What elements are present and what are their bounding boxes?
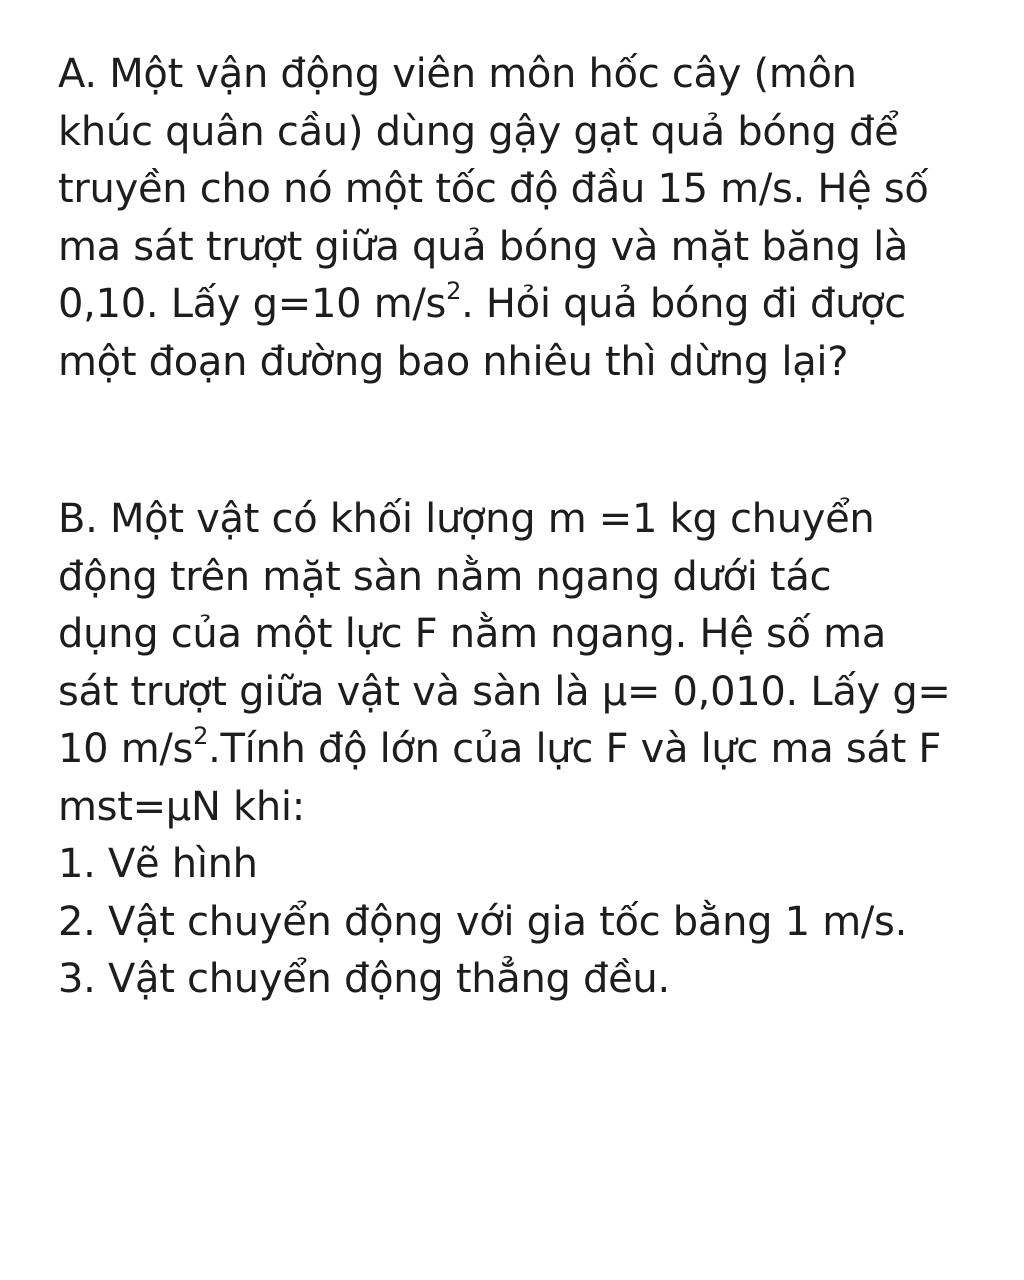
list-item: 1. Vẽ hình: [58, 841, 258, 887]
problem-a-line: A. Một vận động viên môn hốc cây (môn: [58, 51, 857, 97]
problem-a-line: ma sát trượt giữa quả bóng và mặt băng là: [58, 223, 909, 270]
list-item: 2. Vật chuyển động với gia tốc bằng 1 m/s.: [58, 898, 908, 945]
problem-b-line: động trên mặt sàn nằm ngang dưới tác: [58, 553, 832, 600]
problem-b-line: mst=µN khi:: [58, 783, 305, 830]
text-fragment: . Hỏi quả bóng đi được: [461, 281, 906, 327]
document-page: [58, 46, 998, 1009]
problem-b: [58, 491, 998, 1009]
problem-a-line: khúc quân cầu) dùng gậy gạt quả bóng để: [58, 108, 899, 155]
problem-b-line: B. Một vật có khối lượng m =1 kg chuyển: [58, 496, 875, 542]
problem-b-line: sát trượt giữa vật và sàn là µ= 0,010. Lấy g=: [58, 668, 951, 715]
problem-a-line-with-superscript: [58, 276, 998, 334]
list-item: 3. Vật chuyển động thẳng đều.: [58, 956, 670, 1002]
problem-b-line-with-superscript: [58, 721, 998, 779]
problem-b-line: dụng của một lực F nằm ngang. Hệ số ma: [58, 611, 886, 657]
problem-a-question: một đoạn đường bao nhiêu thì dừng lại?: [58, 338, 849, 385]
problem-a: [58, 46, 998, 391]
superscript-exponent: 2: [193, 721, 209, 750]
text-fragment: .Tính độ lớn của lực F và lực ma sát F: [208, 726, 942, 772]
text-fragment: 10 m/s: [58, 726, 194, 772]
text-fragment: 0,10. Lấy g=10 m/s: [58, 281, 447, 327]
problem-a-line: truyền cho nó một tốc độ đầu 15 m/s. Hệ số: [58, 166, 929, 212]
section-gap: [58, 391, 998, 491]
superscript-exponent: 2: [446, 276, 462, 305]
